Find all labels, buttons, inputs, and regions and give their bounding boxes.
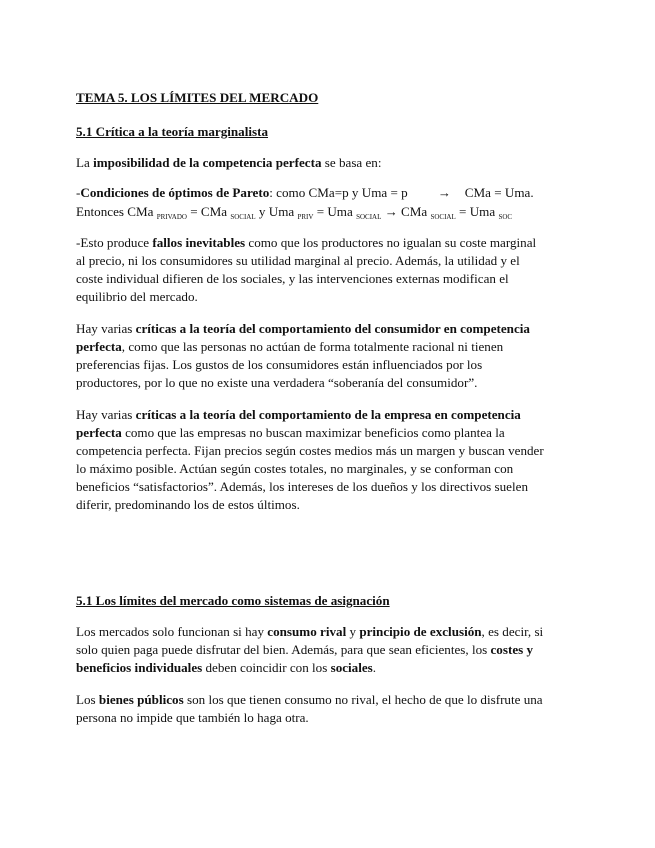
paragraph-intro: La imposibilidad de la competencia perfecta se basa en: [76,155,382,170]
empresa-line-2: perfecta como que las empresas no buscan maximizar beneficios como plantea la [76,425,505,440]
mercados-line-3: beneficios individuales deben coincidir con los sociales. [76,660,377,675]
empresa-line-1: Hay varias críticas a la teoría del comportamiento de la empresa en competencia [76,407,521,422]
empresa-line-4: lo máximo posible. Actúan según costes totales, no marginales, y se conforman con [76,461,514,476]
fallos-line-4: equilibrio del mercado. [76,289,198,304]
fallos-line-1: -Esto produce fallos inevitables como que los productores no igualan su coste marginal [76,235,537,250]
mercados-line-1: Los mercados solo funcionan si hay consumo rival y principio de exclusión, es decir, si [76,624,544,639]
fallos-line-3: coste individual difieren de los sociales, y las intervenciones externas modifican el [76,271,509,286]
fallos-line-2: al precio, ni los consumidores su utilidad marginal al precio. Además, la utilidad y el [76,253,520,268]
consumidor-line-4: productores, por lo que no existe una verdadera “soberanía del consumidor”. [76,375,478,390]
section-heading-1: 5.1 Crítica a la teoría marginalista [76,124,269,139]
section-heading-2: 5.1 Los límites del mercado como sistemas de asignación [76,593,390,608]
pareto-line-1: -Condiciones de óptimos de Pareto: como CMa=p y Uma = p → CMa = Uma. [76,185,534,200]
mercados-line-2: solo quien paga puede disfrutar del bien. Además, para que sean eficientes, los costes y [76,642,534,657]
consumidor-line-1: Hay varias críticas a la teoría del comportamiento del consumidor en competencia [76,321,530,336]
document-title: TEMA 5. LOS LÍMITES DEL MERCADO [76,90,319,105]
empresa-line-3: competencia perfecta. Fijan precios según costes medios más un margen y buscan vender [76,443,544,458]
empresa-line-6: diferir, predominando los de estos últimos. [76,497,300,512]
consumidor-line-3: preferencias fijas. Los gustos de los consumidores están influenciados por los [76,357,483,372]
bienes-line-1: Los bienes públicos son los que tienen consumo no rival, el hecho de que lo disfrute una [76,692,543,707]
pareto-line-2: Entonces CMa $_{PRIVADO}$ = CMa $_{SOCIAL}$ y Uma $_{PRIV}$ = Uma $_{SOCIAL}$ → CMa $_{SOCIAL}$ = Uma $_{SOC}$ [76,204,513,221]
bienes-line-2: persona no impide que también lo haga otra. [76,710,309,725]
empresa-line-5: beneficios “satisfactorios”. Además, los intereses de los dueños y los directivos suelen [76,479,528,494]
consumidor-line-2: perfecta, como que las personas no actúan de forma totalmente racional ni tienen [76,339,504,354]
